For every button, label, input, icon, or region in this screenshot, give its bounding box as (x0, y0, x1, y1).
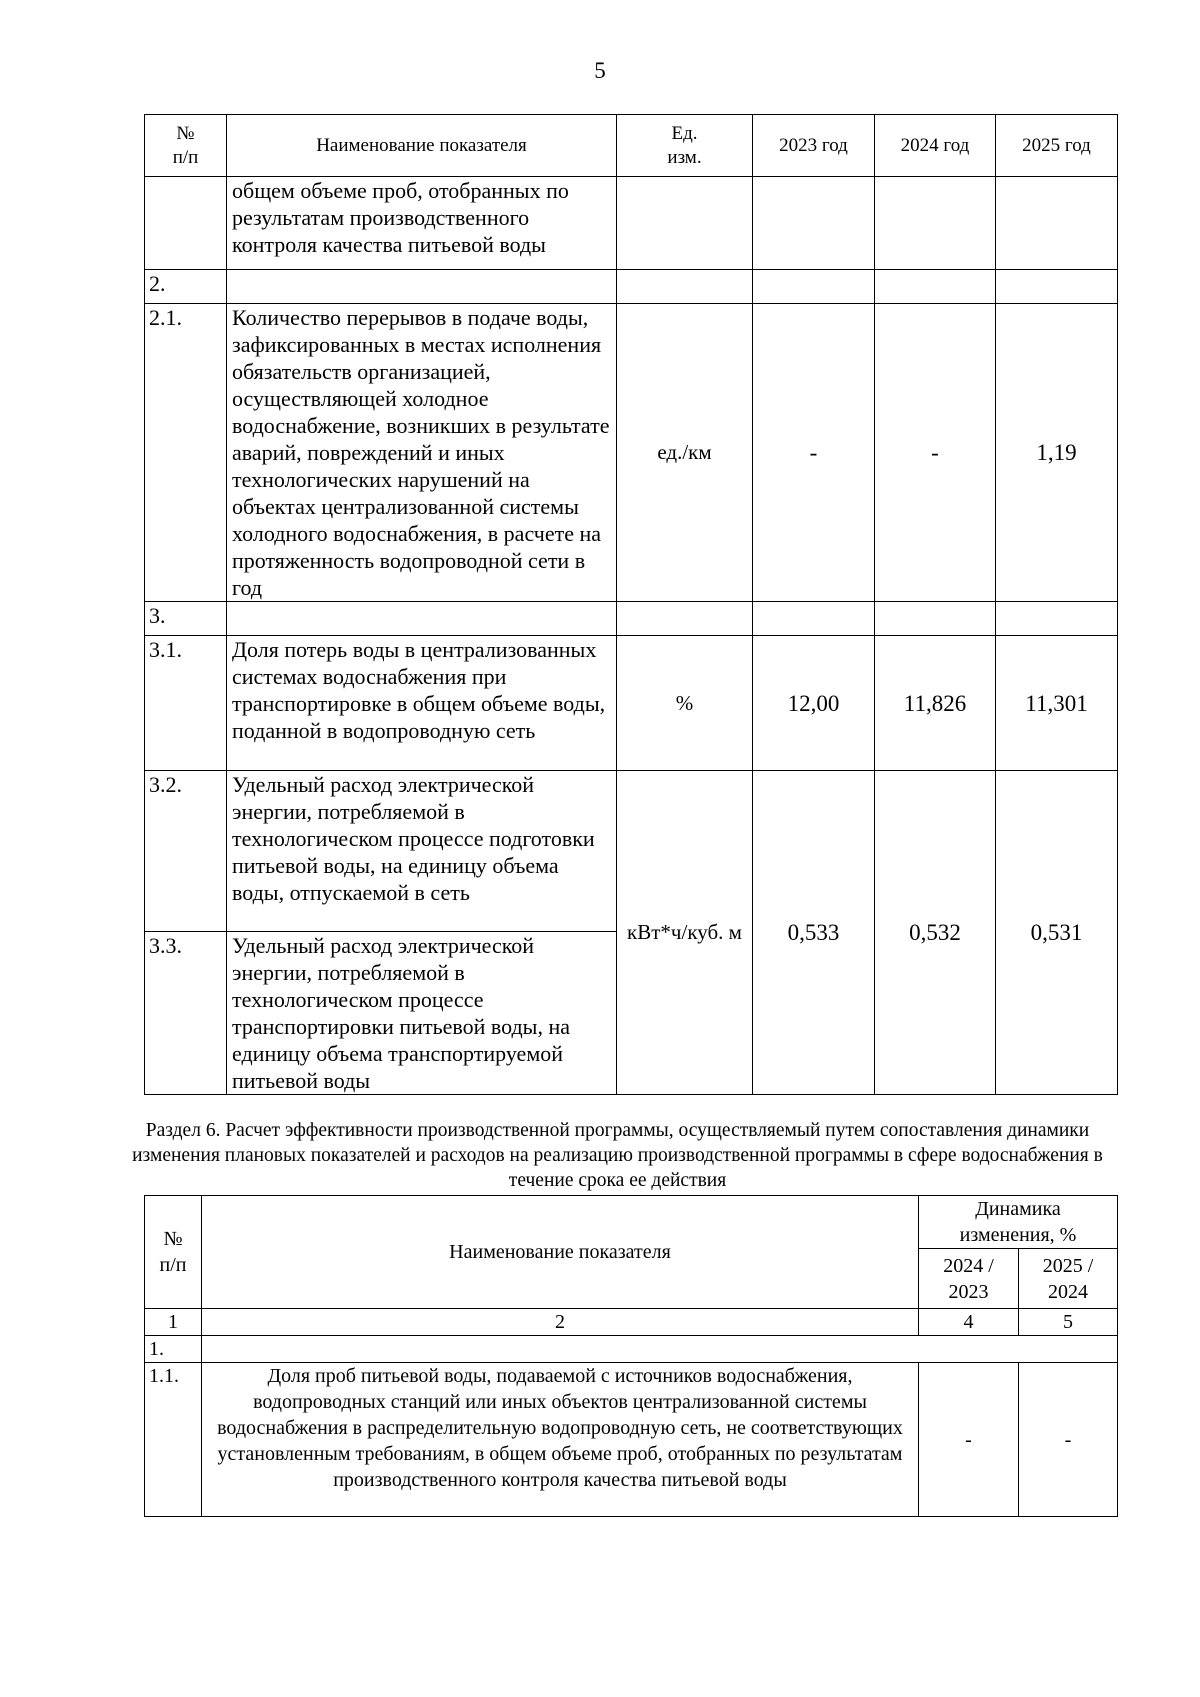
row-3-1-2023: 12,00 (753, 636, 875, 771)
table-row (145, 771, 1118, 932)
header-2024: 2024 год (875, 115, 996, 177)
cell-empty (753, 270, 875, 304)
index-cell-1: 1 (145, 1309, 202, 1336)
table-row (145, 270, 1118, 304)
page-number: 5 (594, 58, 606, 83)
header-num-symbol: № (163, 1228, 183, 1250)
header-unit (617, 115, 753, 177)
section-3-num: 3. (145, 602, 227, 636)
row-3-3-num: 3.3. (145, 932, 227, 1095)
table-row (145, 636, 1118, 771)
header-name: Наименование показателя (227, 115, 617, 177)
row-1-1-num: 1.1. (145, 1363, 202, 1517)
efficiency-table (144, 1195, 1118, 1517)
row-3-1-name: Доля потерь воды в централизованных системах водоснабжения при транспортировке в общем объеме воды, поданной в водопроводную сеть (227, 636, 617, 771)
row-3-1-2025: 11,301 (996, 636, 1118, 771)
index-row (145, 1309, 1118, 1336)
header-2025: 2025 год (996, 115, 1118, 177)
row-2-1-num: 2.1. (145, 304, 227, 602)
row-3-1-num: 3.1. (145, 636, 227, 771)
section-2-num: 2. (145, 270, 227, 304)
cell-empty (617, 602, 753, 636)
cell-empty (996, 177, 1118, 270)
cell-empty (875, 602, 996, 636)
cell-empty (996, 270, 1118, 304)
row-1-1-2025-2024: - (1019, 1363, 1118, 1517)
row-3-2-3-2023: 0,533 (753, 771, 875, 1095)
cell-empty (227, 270, 617, 304)
index-cell-2: 2 (202, 1309, 919, 1336)
row-3-2-3-2025: 0,531 (996, 771, 1118, 1095)
section-6-caption: Раздел 6. Расчет эффективности производственной программы, осуществляемый путем сопоставления динамики изменения плановых показателей и расходов на реализацию производственной программы в сфере водоснабжения в течение срока ее действия (132, 1120, 1103, 1191)
row-3-3-name: Удельный расход электрической энергии, потребляемой в технологическом процессе транспортировки питьевой воды, на единицу объема транспортируемой питьевой воды (227, 932, 617, 1095)
table-row (145, 304, 1118, 602)
row-1-1-name: Доля проб питьевой воды, подаваемой с источников водоснабжения, водопроводных станций или иных объектов централизованной системы водоснабжения в распределительную водопроводную сеть, не соответствующих установленным требованиям, в общем объеме проб, отобранных по результатам производственного контроля качества питьевой воды (202, 1363, 919, 1517)
row-1-1-2024-2023: - (919, 1363, 1019, 1517)
header-num-label: п/п (159, 1254, 187, 1276)
header-num-label: п/п (172, 146, 199, 168)
header-num (145, 115, 227, 177)
row-3-2-3-2024: 0,532 (875, 771, 996, 1095)
header-name: Наименование показателя (202, 1196, 919, 1309)
cell-empty (202, 1336, 1118, 1363)
table-row (145, 177, 1118, 270)
index-cell-5: 5 (1019, 1309, 1118, 1336)
row-2-1-2023: - (753, 304, 875, 602)
continuation-text: общем объеме проб, отобранных по результатам производственного контроля качества питьевой воды (227, 177, 617, 270)
header-dynamics: Динамика изменения, % (919, 1196, 1118, 1249)
header-unit-line1: Ед. (671, 122, 698, 144)
header-unit-line2: изм. (667, 146, 702, 168)
cell-empty (227, 602, 617, 636)
cell-empty (875, 177, 996, 270)
cell-empty (753, 177, 875, 270)
header-num (145, 1196, 202, 1309)
cell-empty (875, 270, 996, 304)
row-3-2-name: Удельный расход электрической энергии, потребляемой в технологическом процессе подготовки питьевой воды, на единицу объема воды, отпускаемой в сеть (227, 771, 617, 932)
row-3-1-unit: % (617, 636, 753, 771)
table-row (145, 1363, 1118, 1517)
cell-empty (753, 602, 875, 636)
index-cell-4: 4 (919, 1309, 1019, 1336)
header-2023: 2023 год (753, 115, 875, 177)
row-3-2-3-unit: кВт*ч/куб. м (617, 771, 753, 1095)
row-2-1-unit: ед./км (617, 304, 753, 602)
row-3-1-2024: 11,826 (875, 636, 996, 771)
header-2024-2023: 2024 / 2023 (919, 1249, 1019, 1309)
cell-empty (617, 177, 753, 270)
row-2-1-2025: 1,19 (996, 304, 1118, 602)
cell-empty (996, 602, 1118, 636)
cell-num (145, 177, 227, 270)
row-2-1-name: Количество перерывов в подаче воды, зафиксированных в местах исполнения обязательств организацией, осуществляющей холодное водоснабжение, возникших в результате аварий, повреждений и иных технологических нарушений на объектах централизованной системы холодного водоснабжения, в расчете на протяженность водопроводной сети в год (227, 304, 617, 602)
cell-empty (617, 270, 753, 304)
indicators-table (144, 114, 1118, 1095)
section-1-num: 1. (145, 1336, 202, 1363)
table1-header-row (145, 115, 1118, 177)
header-2025-2024: 2025 / 2024 (1019, 1249, 1118, 1309)
table2-header-row (145, 1196, 1118, 1249)
row-3-2-num: 3.2. (145, 771, 227, 932)
table-row (145, 1336, 1118, 1363)
header-num-symbol: № (176, 122, 195, 144)
row-2-1-2024: - (875, 304, 996, 602)
table-row (145, 602, 1118, 636)
